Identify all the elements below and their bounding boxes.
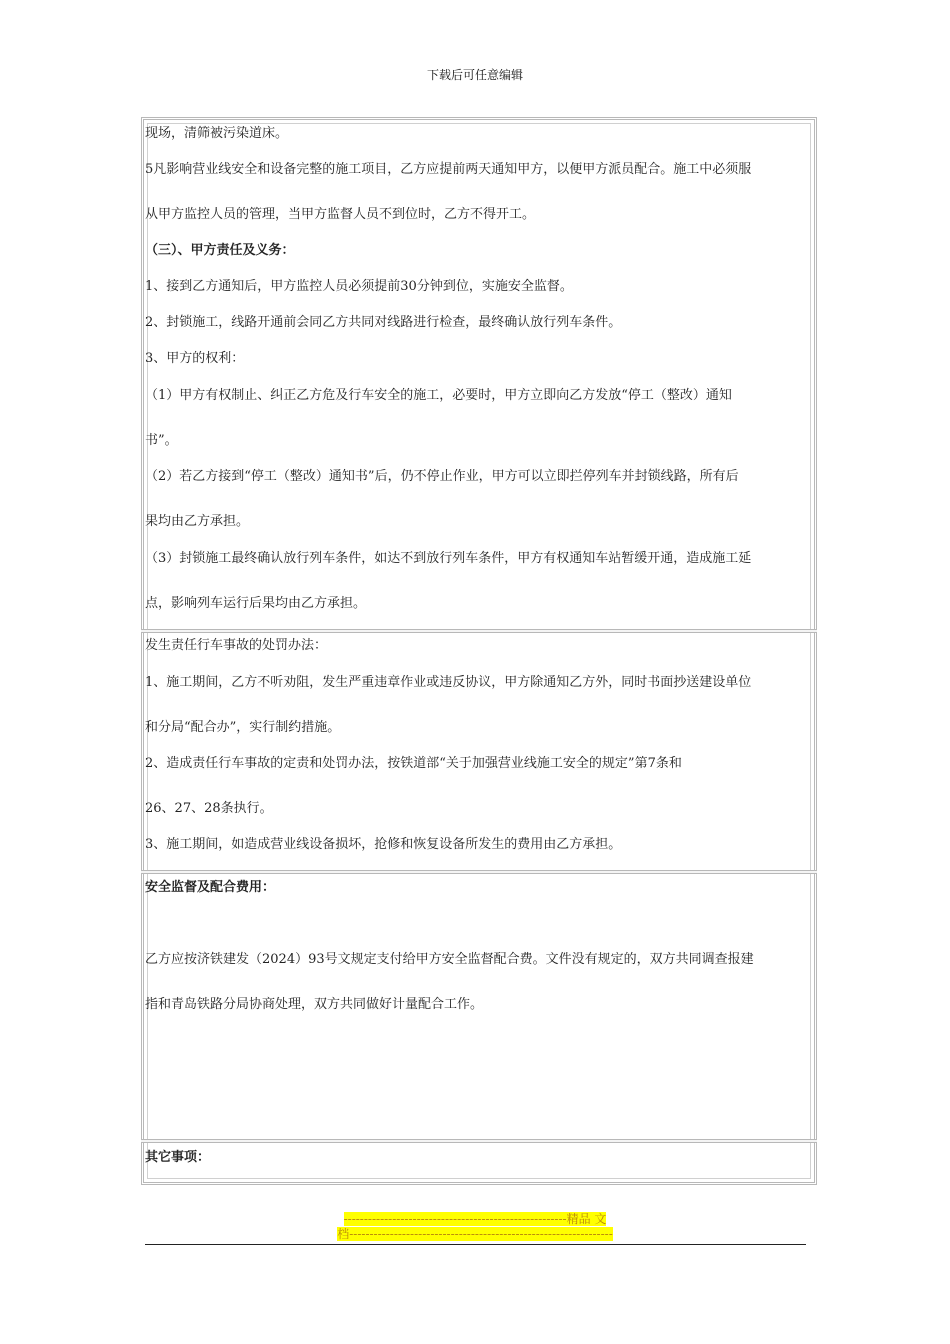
section-heading: 其它事项： xyxy=(145,1150,211,1165)
paragraph-line: 1、施工期间，乙方不听劝阻，发生严重违章作业或违反协议，甲方除通知乙方外，同时书面抄送建设单位 xyxy=(145,675,752,690)
footer-rule xyxy=(145,1244,806,1245)
section-heading: 安全监督及配合费用： xyxy=(145,880,276,895)
paragraph-line: （1）甲方有权制止、纠正乙方危及行车安全的施工，必要时，甲方立即向乙方发放“停工（整改）通知 xyxy=(145,388,732,403)
paragraph-line: 5凡影响营业线安全和设备完整的施工项目，乙方应提前两天通知甲方，以便甲方派员配合。施工中必须服 xyxy=(145,162,752,177)
page-header: 下载后可任意编辑 xyxy=(426,68,523,82)
section-heading: （三）、甲方责任及义务： xyxy=(145,243,295,258)
footer-line: 档----------------------------------------------------------------- xyxy=(337,1227,613,1241)
table-row-divider xyxy=(141,629,817,633)
paragraph-line: 书”。 xyxy=(145,433,178,448)
paragraph-line: 3、施工期间，如造成营业线设备损坏，抢修和恢复设备所发生的费用由乙方承担。 xyxy=(145,837,622,852)
footer-line: -------------------------------------------------------精品 文 xyxy=(343,1212,607,1226)
paragraph-line: 2、封锁施工，线路开通前会同乙方共同对线路进行检查，最终确认放行列车条件。 xyxy=(145,315,622,330)
paragraph-line: 点，影响列车运行后果均由乙方承担。 xyxy=(145,596,367,611)
paragraph-line: 1、接到乙方通知后，甲方监控人员必须提前30分钟到位，实施安全监督。 xyxy=(145,279,573,294)
paragraph-line: 果均由乙方承担。 xyxy=(145,514,250,529)
paragraph-line: 乙方应按济铁建发（2024）93号文规定支付给甲方安全监督配合费。文件没有规定的，双方共同调查报建 xyxy=(145,952,754,967)
paragraph-line: 现场，清筛被污染道床。 xyxy=(145,126,289,141)
footer-watermark xyxy=(300,1212,650,1242)
paragraph-line: 指和青岛铁路分局协商处理，双方共同做好计量配合工作。 xyxy=(145,997,484,1012)
paragraph-line: 2、造成责任行车事故的定责和处罚办法，按铁道部“关于加强营业线施工安全的规定”第7条和 xyxy=(145,756,682,771)
table-row-divider xyxy=(141,870,817,874)
paragraph-line: 和分局“配合办”，实行制约措施。 xyxy=(145,720,341,735)
section-heading: 发生责任行车事故的处罚办法： xyxy=(145,638,328,653)
paragraph-line: 从甲方监控人员的管理，当甲方监督人员不到位时，乙方不得开工。 xyxy=(145,207,536,222)
paragraph-line: 3、甲方的权利： xyxy=(145,351,245,366)
paragraph-line: （3）封锁施工最终确认放行列车条件，如达不到放行列车条件，甲方有权通知车站暂缓开通，造成施工延 xyxy=(145,551,752,566)
paragraph-line: （2）若乙方接到“停工（整改）通知书”后，仍不停止作业，甲方可以立即拦停列车并封锁线路，所有后 xyxy=(145,469,739,484)
paragraph-line: 26、27、28条执行。 xyxy=(145,801,273,816)
table-row-divider xyxy=(141,1139,817,1143)
